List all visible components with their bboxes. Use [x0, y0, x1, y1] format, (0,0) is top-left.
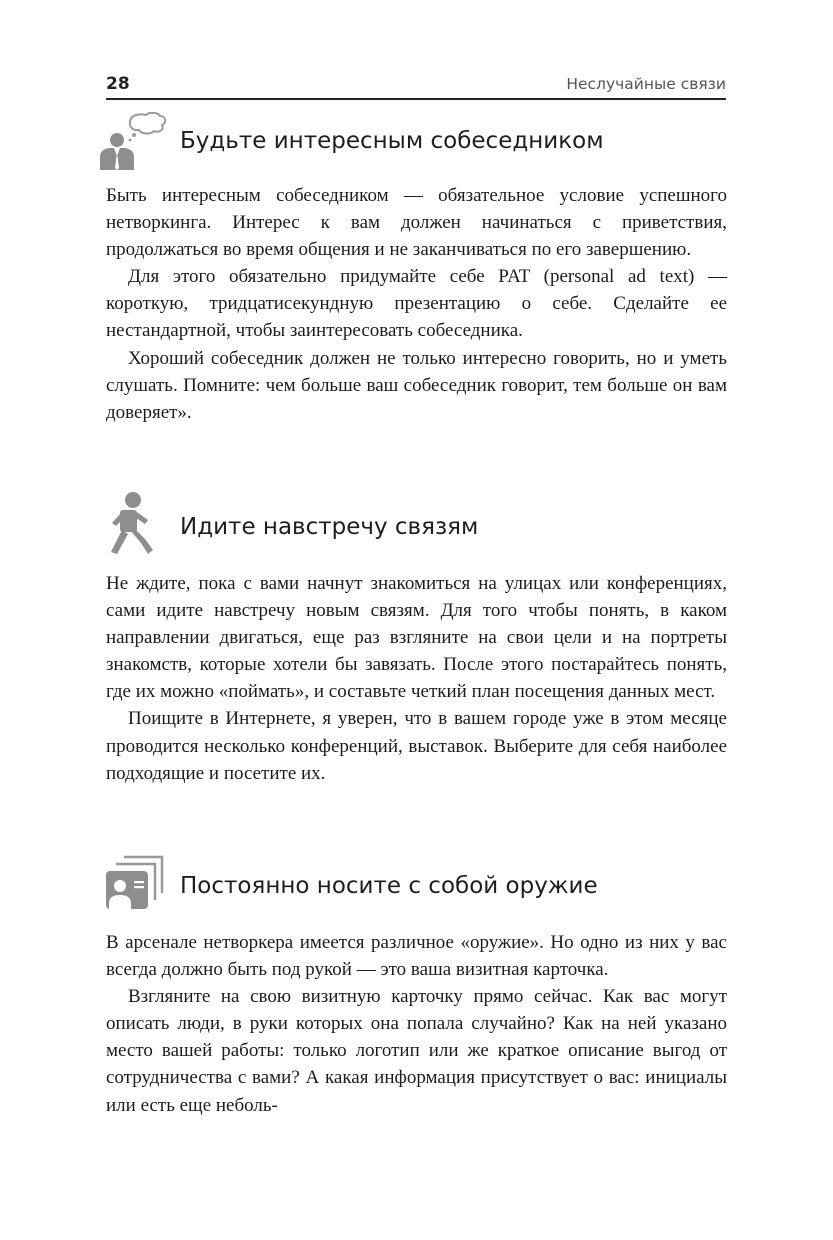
paragraph: Для этого обязательно придумайте себе PAT (personal ad text) — короткую, тридцатисекундную презентацию о себе. Сделайте ее нестандартной, чтобы заинтересовать собеседника. — [106, 266, 727, 342]
business-cards-icon — [96, 855, 168, 915]
chat-person-icon — [96, 112, 168, 172]
section-title: Постоянно носите с собой оружие — [180, 873, 598, 899]
walking-person-icon — [96, 490, 168, 560]
running-title: Неслучайные связи — [566, 75, 726, 93]
paragraph: Взгляните на свою визитную карточку прямо сейчас. Как вас могут описать люди, в руки которых она попала случайно? Как на ней указано место вашей работы: только логотип или же краткое описание выгод от сотрудничества с вами? А какая информация присутствует о вас: инициалы или есть еще неболь- — [106, 986, 727, 1116]
section-title: Будьте интересным собеседником — [180, 128, 604, 154]
section-heading-3 — [96, 855, 736, 927]
section-1-body — [106, 182, 727, 426]
paragraph: Хороший собеседник должен не только интересно говорить, но и уметь слушать. Помните: чем больше ваш собеседник говорит, тем больше он вам доверяет». — [106, 347, 727, 423]
paragraph: В арсенале нетворкера имеется различное «оружие». Но одно из них у вас всегда должно быть под рукой — это ваша визитная карточка. — [106, 932, 727, 981]
section-2-body — [106, 570, 727, 787]
section-heading-2 — [96, 490, 736, 562]
section-3-body — [106, 929, 727, 1119]
running-header — [106, 74, 726, 100]
section-title: Идите навстречу связям — [180, 514, 479, 540]
section-heading-1 — [96, 112, 736, 184]
paragraph: Не ждите, пока с вами начнут знакомиться на улицах или конференциях, сами идите навстречу новым связям. Для того чтобы понять, в каком направлении двигаться, еще раз взгляните на свои цели и на портреты знакомств, которые хотели бы завязать. После этого постарайтесь понять, где их можно «поймать», и составьте четкий план посещения данных мест. — [106, 573, 727, 703]
page-number: 28 — [106, 74, 130, 94]
paragraph: Поищите в Интернете, я уверен, что в вашем городе уже в этом месяце проводится несколько конференций, выставок. Выберите для себя наиболее подходящие и посетите их. — [106, 708, 727, 784]
paragraph: Быть интересным собеседником — обязательное условие успешного нетворкинга. Интерес к вам должен начинаться с приветствия, продолжаться во время общения и не заканчиваться по его завершению. — [106, 185, 727, 261]
